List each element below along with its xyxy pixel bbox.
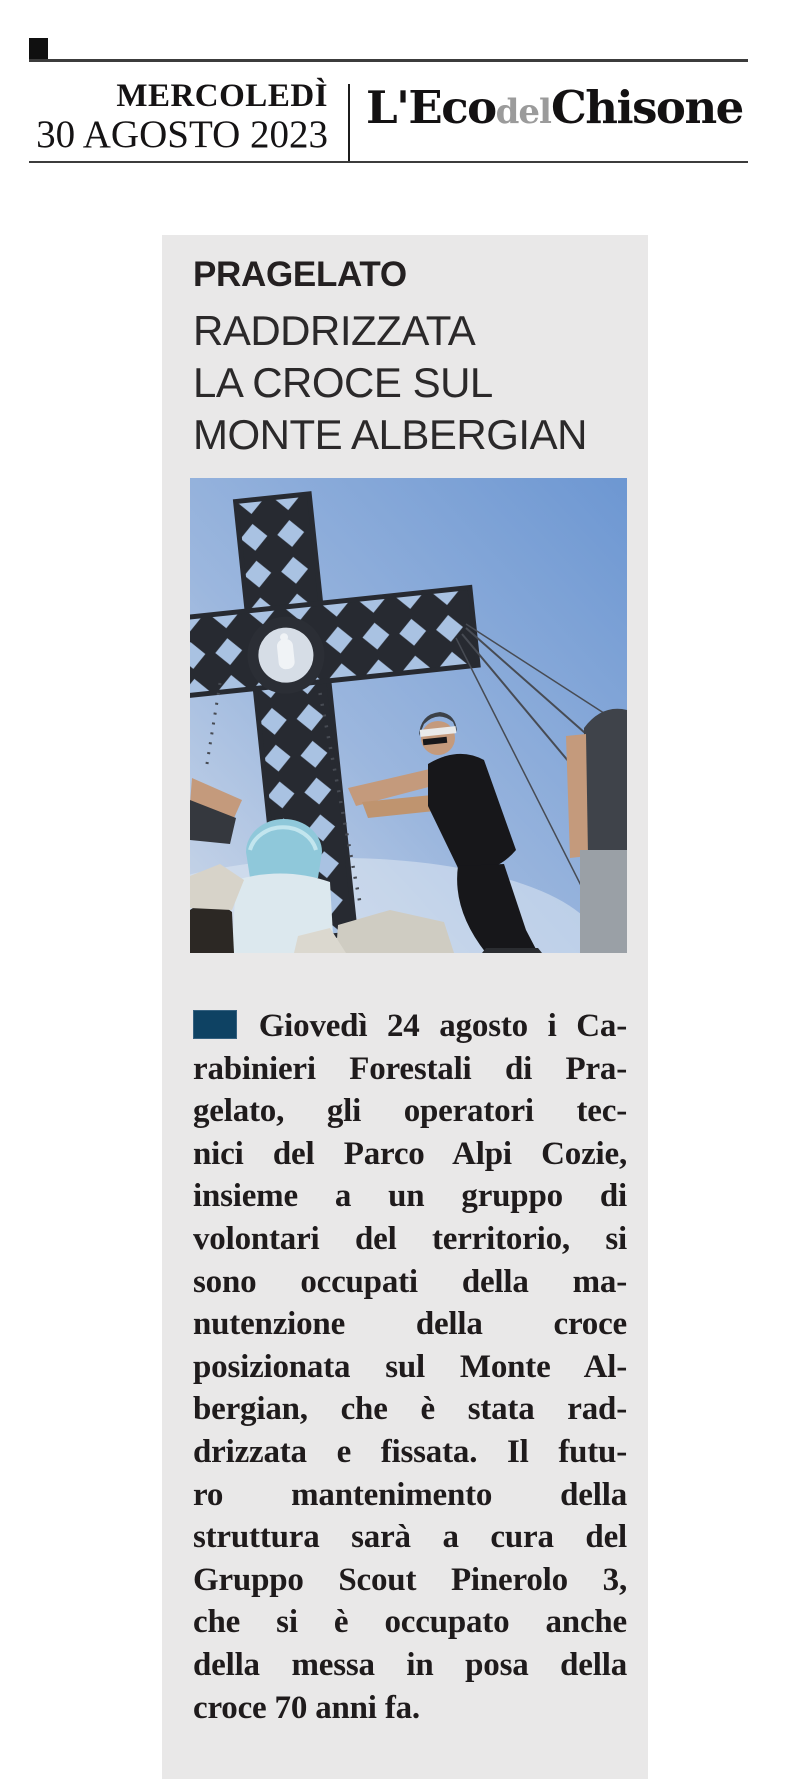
body-line: nutenzione della croce (193, 1306, 627, 1343)
body-line: struttura sarà a cura del (193, 1519, 627, 1556)
article-kicker: PRAGELATO (193, 255, 407, 294)
body-line: che si è occupato anche (193, 1604, 627, 1641)
article-body (193, 1005, 627, 1729)
date-block (0, 78, 328, 156)
body-line: nici del Parco Alpi Cozie, (193, 1135, 627, 1172)
body-line: rabinieri Forestali di Pra- (193, 1050, 627, 1087)
body-line: Gruppo Scout Pinerolo 3, (193, 1561, 627, 1598)
body-line: ro mantenimento della (193, 1476, 627, 1513)
body-line: della messa in posa della (193, 1646, 627, 1683)
body-line (193, 1005, 627, 1048)
body-line-text: Giovedì 24 agosto i Ca- (258, 1008, 627, 1044)
logo-part-del: del (495, 92, 551, 132)
summit-cross-photo-illustration (190, 478, 627, 953)
headline-line: RADDRIZZATA (193, 307, 476, 354)
body-line: sono occupati della ma- (193, 1263, 627, 1300)
body-line: bergian, che è stata rad- (193, 1391, 627, 1428)
body-line: croce 70 anni fa. (193, 1689, 420, 1726)
body-line: volontari del territorio, si (193, 1220, 627, 1257)
logo-part-eco: L'Eco (366, 81, 496, 134)
logo-part-chisone: Chisone (550, 81, 743, 134)
body-line: drizzata e fissata. Il futu- (193, 1433, 627, 1470)
page-corner-marker-icon (29, 38, 48, 61)
masthead-divider (348, 84, 350, 162)
newspaper-logo (366, 80, 758, 140)
body-line: insieme a un gruppo di (193, 1178, 627, 1215)
date-full: 30 AGOSTO 2023 (36, 113, 328, 156)
date-weekday: MERCOLEDÌ (116, 78, 328, 114)
article-card[interactable] (162, 235, 648, 1779)
article-photo (190, 478, 627, 953)
masthead-bottom-rule (29, 161, 748, 163)
body-line: gelato, gli operatori tec- (193, 1093, 627, 1130)
masthead-top-rule (29, 59, 748, 62)
paragraph-bullet-icon (193, 1010, 237, 1039)
body-line: posizionata sul Monte Al- (193, 1348, 627, 1385)
head-silhouette (190, 902, 234, 953)
headline-line: LA CROCE SUL (193, 359, 493, 406)
article-headline (193, 305, 633, 461)
headline-line: MONTE ALBERGIAN (193, 411, 587, 458)
